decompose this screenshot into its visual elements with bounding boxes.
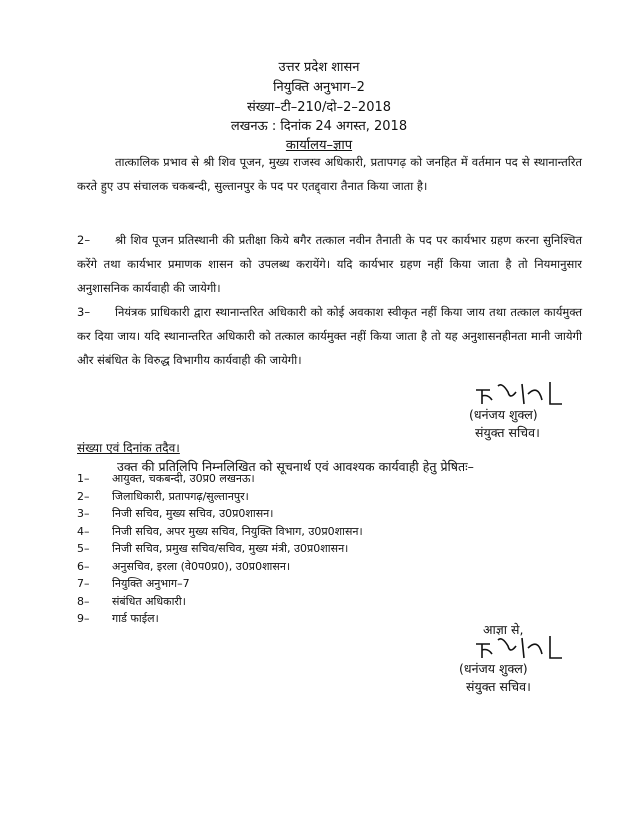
list-item: 2– जिलाधिकारी, प्रतापगढ़/सुल्तानपुर। — [77, 489, 249, 503]
signature-image — [468, 378, 568, 408]
list-item: 9– गार्ड फाईल। — [77, 612, 159, 625]
paragraph-text: तात्कालिक प्रभाव से श्री शिव पूजन, मुख्य राजस्व अधिकारी, प्रतापगढ़ को जनहित में वर्तमान पद से स्थानान्तरित करते हुए उप संचालक चकबन्दी, सुल्तानपुर के पद पर एतद्द्वारा तैनात किया जाता है। — [77, 155, 582, 193]
paragraph-number: 3– — [77, 305, 91, 319]
place-date: लखनऊ : दिनांक 24 अगस्त, 2018 — [230, 119, 408, 134]
signatory-designation: संयुक्त सचिव। — [475, 425, 540, 440]
signature-image — [468, 632, 568, 662]
list-item: 8– संबंधित अधिकारी। — [77, 594, 186, 608]
list-item: 5– निजी सचिव, प्रमुख सचिव/सचिव, मुख्य मंत्री, उ0प्र0शासन। — [77, 542, 349, 555]
reference-number: संख्या–टी–210/दो–2–2018 — [246, 100, 392, 115]
paragraph-number: 2– — [77, 233, 91, 247]
signatory-designation: संयुक्त सचिव। — [466, 679, 531, 694]
list-item: 3– निजी सचिव, मुख्य सचिव, उ0प्र0शासन। — [77, 507, 274, 520]
order-text: आज्ञा से, — [483, 622, 524, 637]
paragraph-text: श्री शिव पूजन प्रतिस्थानी की प्रतीक्षा किये बगैर तत्काल नवीन तैनाती के पद पर कार्यभार ग्रहण करना सुनिश्चित करेंगे तथा कार्यभार प्रमाणक शासन को उपलब्ध करायेंगे। यदि कार्यभार ग्रहण नहीं किया जाता है तो नियमानुसार अनुशासनिक कार्यवाही की जायेगी। — [77, 233, 582, 295]
list-item: 1– आयुक्त, चकबन्दी, उ0प्र0 लखनऊ। — [77, 472, 255, 485]
signatory-name: (धनंजय शुक्ल) — [469, 407, 538, 422]
list-item: 7– नियुक्ति अनुभाग–7 — [77, 577, 190, 590]
paragraph-1 — [77, 150, 582, 198]
govt-title: उत्तर प्रदेश शासन — [278, 60, 360, 75]
section-title: नियुक्ति अनुभाग–2 — [273, 80, 365, 95]
distribution-list — [77, 470, 363, 628]
paragraph-3 — [77, 300, 582, 372]
signatory-name: (धनंजय शुक्ल) — [459, 661, 528, 676]
paragraph-text: नियंत्रक प्राधिकारी द्वारा स्थानान्तरित अधिकारी को कोई अवकाश स्वीकृत नहीं किया जाय तथा तत्काल कार्यमुक्त कर दिया जाय। यदि स्थानान्तरित अधिकारी को तत्काल कार्यमुक्त नहीं किया जाता है तो यह अनुशासनहीनता मानी जायेगी और संबंधित के विरुद्ध विभागीय कार्यवाही की जायेगी। — [77, 305, 582, 367]
copy-intro: उक्त की प्रतिलिपि निम्नलिखित को सूचनार्थ एवं आवश्यक कार्यवाही हेतु प्रेषितः– — [117, 459, 474, 474]
list-item: 4– निजी सचिव, अपर मुख्य सचिव, नियुक्ति विभाग, उ0प्र0शासन। — [77, 524, 363, 538]
list-item: 6– अनुसचिव, इरला (वे0प0प्र0), उ0प्र0शासन। — [77, 559, 291, 573]
copy-heading: संख्या एवं दिनांक तदैव। — [77, 441, 180, 455]
office-memo-title: कार्यालय–ज्ञाप — [285, 138, 353, 153]
paragraph-2 — [77, 228, 582, 300]
